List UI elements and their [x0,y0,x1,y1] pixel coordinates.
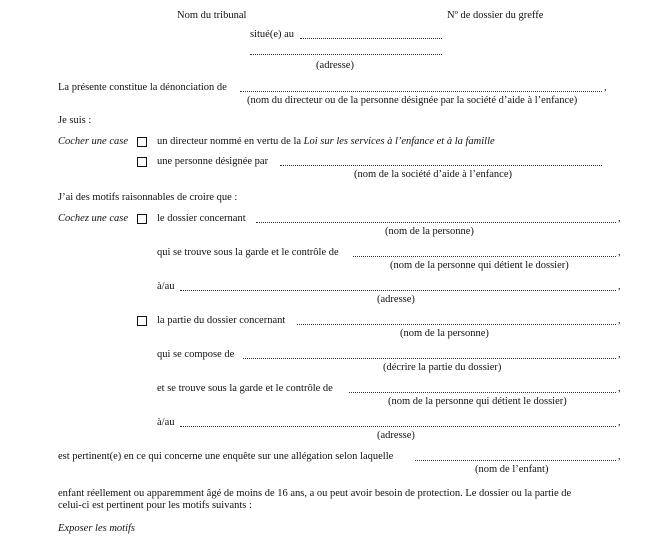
file-number-label: Nº de dossier du greffe [447,10,544,21]
at-label: à/au [157,281,175,292]
partial-record-person-field[interactable] [297,324,616,325]
child-name-field[interactable] [415,460,616,461]
custody-label: qui se trouve sous la garde et le contrôle de [157,247,339,258]
society-name-caption: (nom de la société d’aide à l’enfance) [354,169,512,180]
reasons-label: Exposer les motifs [58,523,135,534]
designated-person-label: une personne désignée par [157,156,269,167]
custody-holder-caption: (nom de la personne qui détient le dossier) [390,260,569,271]
denunciation-intro: La présente constitue la dénonciation de [58,82,227,93]
relevance-paragraph-line1: enfant réellement ou apparemment âgé de moins de 16 ans, a ou peut avoir besoin de protection. Le dossier ou la partie de [58,488,572,499]
trailing-comma: , [618,383,621,394]
whole-record-label: le dossier concernant [157,213,246,224]
consists-label: qui se compose de [157,349,235,360]
society-name-field[interactable] [280,165,602,166]
trailing-comma: , [618,451,621,462]
partial-record-person-caption: (nom de la personne) [400,328,489,339]
record-part-field[interactable] [243,358,616,359]
court-address-caption: (adresse) [316,60,354,71]
record-person-caption: (nom de la personne) [385,226,474,237]
court-address-line2[interactable] [250,54,442,55]
trailing-comma: , [604,82,607,93]
partial-at-label: à/au [157,417,175,428]
partial-record-checkbox[interactable] [137,316,147,326]
partial-holder-address-field[interactable] [180,426,616,427]
trailing-comma: , [618,349,621,360]
director-option [157,136,495,148]
relevance-line: est pertinent(e) en ce qui concerne une enquête sur une allégation selon laquelle [58,451,394,462]
partial-custody-label: et se trouve sous la garde et le contrôle de [157,383,333,394]
holder-address-field[interactable] [180,290,616,291]
partial-holder-address-caption: (adresse) [377,430,415,441]
belief-intro: J’ai des motifs raisonnables de croire que : [58,192,238,203]
trailing-comma: , [618,315,621,326]
identity-instruction: Cocher une case [58,136,128,147]
trailing-comma: , [618,417,621,428]
located-at-label: situé(e) au [250,29,295,40]
record-part-caption: (décrire la partie du dossier) [383,362,502,373]
record-person-field[interactable] [256,222,616,223]
whole-record-checkbox[interactable] [137,214,147,224]
holder-address-caption: (adresse) [377,294,415,305]
court-address-line1[interactable] [300,38,442,39]
je-suis-label: Je suis : [58,115,92,126]
relevance-paragraph-line2: celui-ci est pertinent pour les motifs suivants : [58,500,252,511]
trailing-comma: , [618,213,621,224]
trailing-comma: , [618,281,621,292]
designated-person-checkbox[interactable] [137,157,147,167]
law-title: Loi sur les services à l’enfance et à la famille [303,136,495,147]
denunciation-name-field[interactable] [240,91,602,92]
custody-holder-field[interactable] [353,256,616,257]
child-name-caption: (nom de l’enfant) [475,464,549,475]
trailing-comma: , [618,247,621,258]
belief-instruction: Cochez une case [58,213,128,224]
partial-custody-holder-field[interactable] [349,392,616,393]
court-name-label: Nom du tribunal [177,10,247,21]
partial-record-label: la partie du dossier concernant [157,315,286,326]
director-checkbox[interactable] [137,137,147,147]
denunciation-caption: (nom du directeur ou de la personne désignée par la société d’aide à l’enfance) [247,95,578,106]
director-option-prefix: un directeur nommé en vertu de la [157,136,302,147]
partial-custody-holder-caption: (nom de la personne qui détient le dossier) [388,396,567,407]
